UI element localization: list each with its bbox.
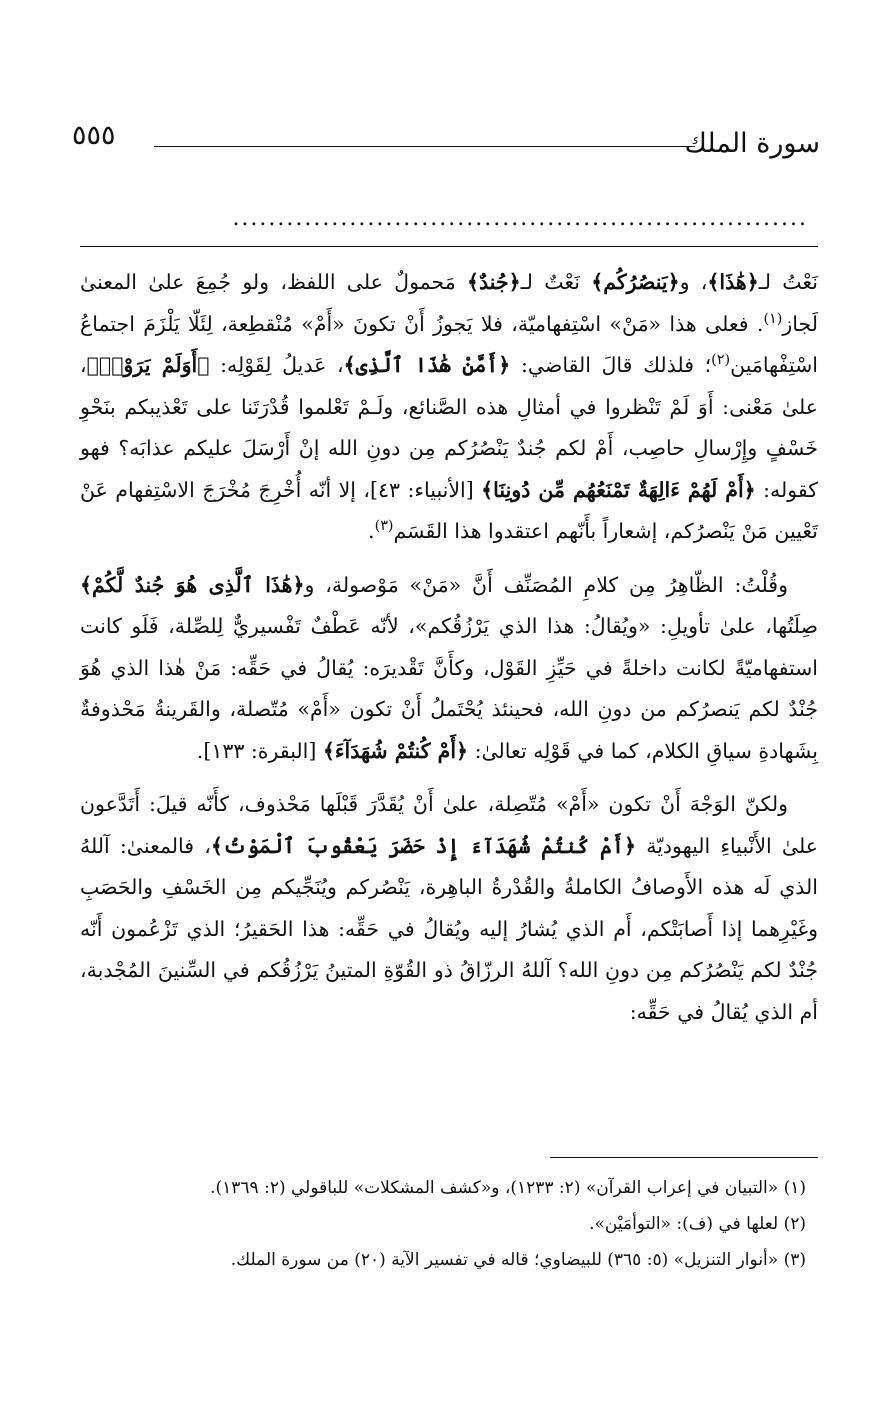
text-run: ، علىٰ مَعْنى: أَوَ لَمْ تَنْظروا في أمثالِ هذه الصَّنائع، ولَـمْ تَعْلموا قُدْرَتَنا على تَعْذيبكم بنَحْوِ خَسْفٍ وإِرْسالِ حاصِب، أَمْ لكم جُندٌ يَنْصُرُكم مِن دونِ الله إنْ أَرْسَلَ عليكم عذابَه؟ فهو كقوله: xyxy=(80,353,818,502)
quran-verse: ﴿هَٰذَا﴾ xyxy=(707,270,759,294)
text-run: ، عَديلُ لِقَوْلِه: xyxy=(209,353,344,377)
quran-verse: ﴿أَمَّنْ هَٰذَا ٱلَّذِى﴾ xyxy=(343,353,511,377)
text-run: وقُلْتُ: الظّاهِرُ مِن كلامِ المُصَنِّف أَنَّ «مَنْ» مَوْصولة، و xyxy=(304,572,788,597)
text-run: ، فالمعنىٰ: آللهُ الذي لَه هذه الأَوصافُ الكاملةُ والقُدْرةُ الباهِرة، يَنْصُركم ويُنَجِّيكم مِن الخَسْفِ والحَصَبِ وغَيْرِهما إذا أَصابَتْكم، أَم الذي يُشارُ إليه ويُقالُ في حَقِّه: هذا الحَقيرُ؛ الذي تَزْعُمون أَنّه جُنْدٌ لكم يَنْصُرُكم مِن دونِ الله؟ آللهُ الرزّاقُ ذو القُوّةِ المتينُ يَرْزُقُكم في السِّنينَ المُجْدبة، أم الذي يُقالُ في حَقِّه: xyxy=(80,833,818,1024)
quran-verse: ﴿أَمْ كُنتُمْ شُهَدَآءَ إِذْ حَضَرَ يَعْقُوبَ ٱلْمَوْتُ﴾ xyxy=(210,833,637,858)
footnote-ref: (١) xyxy=(763,310,783,327)
quran-verse: ﴿جُندٌ﴾ xyxy=(467,270,521,294)
text-run: نَعْتٌ لـ xyxy=(520,270,592,294)
page-number: ٥٥٥ xyxy=(72,120,116,151)
header-rule xyxy=(154,146,695,147)
text-run: ولكنّ الوَجْهَ أَنْ تكون «أَمْ» مُتّصِلة، علىٰ أَنْ يُقَدَّرَ قَبْلَها مَحْذوف، كأَنّه قيلَ: أَتَدَّعون علىٰ الأَنْبياءِ اليهوديّة xyxy=(80,792,818,858)
text-run: [الأنبياء: ٤٣]، إلا أنّه أُخْرِجَ مُخْرَجَ الاسْتِفهام عَنْ تَعْيين مَنْ يَنْصرُكم، إشعاراً بأَنّهم اعتقدوا هذا القَسَم xyxy=(80,477,818,543)
paragraph-2 xyxy=(80,565,818,773)
footnotes xyxy=(80,1170,818,1278)
text-run: ، و xyxy=(679,270,708,294)
text-run: [البقرة: ١٣٣]. xyxy=(196,738,323,763)
footnote-rule xyxy=(550,1157,818,1158)
footnote-ref: (٢) xyxy=(711,352,731,369)
quran-verse: ﴿أَمْ كُنتُمْ شُهَدَآءَ﴾ xyxy=(322,738,469,763)
text-run: . فعلى هذا «مَنْ» اسْتِفهاميّة، فلا يَجوزُ أَنْ تكونَ «أَمْ» مُنْقطِعة، لِئَلّا يَلْزَمَ اجتماعُ اسْتِفْهامَين xyxy=(80,311,818,377)
quran-verse: ﴿يَنصُرُكُم﴾ xyxy=(591,270,680,294)
text-run: نَعْتُ لـ xyxy=(758,270,818,294)
text-run: مَحمولٌ على اللفظ، ولو جُمِعَ علىٰ المعنىٰ لَجاز xyxy=(80,270,818,336)
main-text xyxy=(80,262,818,1045)
footnote-2: (٢) لعلها في (ف): «التوأمَيْن». xyxy=(589,1214,806,1234)
continuation-dots: ................................................................ xyxy=(232,206,808,231)
paragraph-1 xyxy=(80,262,818,553)
quran-verse: ﴿هَٰذَا ٱلَّذِى هُوَ جُندٌ لَّكُمْ﴾ xyxy=(80,572,305,597)
top-rule xyxy=(80,246,818,247)
quran-verse: ﴿أَوَلَمْ يَرَوْا۟﴾ xyxy=(86,353,210,377)
running-header xyxy=(72,120,820,180)
surah-title: سورة الملك xyxy=(684,128,820,159)
quran-verse: ﴿أَمْ لَهُمْ ءَالِهَةٌ تَمْنَعُهُم مِّن دُونِنَا﴾ xyxy=(481,477,756,502)
footnote-3: (٣) «أنوار التنزيل» (٥: ٣٦٥) للبيضاوي؛ قاله في تفسير الآية (٢٠) من سورة الملك. xyxy=(230,1250,806,1270)
footnote-ref: (٣) xyxy=(374,518,394,535)
text-run: صِلَتُها، علىٰ تأويلِ: «ويُقالُ: هذا الذي يَرْزُقُكم»، لأنّه عَطْفٌ تَفْسيريٌّ لِلصِّلة، فَلَو كانت استفهاميّةً لكانت داخلةً في حَيِّزِ القَوْل، وكأَنَّ تَقْديرَه: يُقالُ في حَقِّه: مَنْ هٰذا الذي هُوَ جُنْدٌ لكم يَنصرُكم من دونِ الله، فحينئذ يُحْتَملُ أَنْ تكون «أَمْ» مُتّصلة، والقَرينةُ مَحْذوفةٌ بِشَهادةِ سياقِ الكلام، كما في قَوْلِه تعالىٰ: xyxy=(80,614,818,763)
text-run: ؛ فلذلك قالَ القاضي: xyxy=(510,353,712,377)
paragraph-3 xyxy=(80,784,818,1033)
footnote-1: (١) «التبيان في إعراب القرآن» (٢: ١٢٣٣)، و«كشف المشكلات» للباقولي (٢: ١٣٦٩). xyxy=(210,1178,806,1198)
text-run: . xyxy=(368,519,375,543)
